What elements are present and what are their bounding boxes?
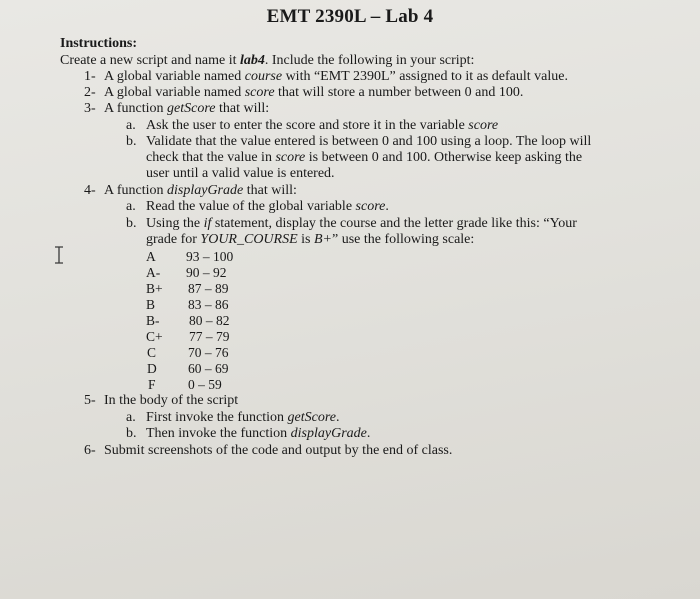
variable-name: score (468, 118, 499, 133)
item-number: 2- (84, 85, 96, 100)
subitem-text: grade for (146, 232, 201, 247)
item-4a (126, 199, 389, 215)
grade-letter: B- (146, 313, 160, 328)
function-name: displayGrade (290, 426, 367, 441)
item-4 (84, 183, 297, 199)
item-6 (84, 443, 452, 459)
subitem-text: Validate that the value entered is between 0 and 100 using a loop. The loop will (146, 134, 592, 149)
item-text: A function (104, 101, 167, 116)
item-text: A global variable named (104, 85, 245, 100)
subitem-text-end: ” use the following scale: (332, 232, 475, 247)
grade-range: 87 – 89 (188, 281, 229, 296)
grade-letter: C+ (146, 329, 163, 344)
item-5 (84, 393, 238, 409)
function-name: getScore (287, 410, 337, 425)
item-5a (126, 410, 340, 426)
placeholder-course: YOUR_COURSE (200, 232, 298, 247)
subitem-text: First invoke the function (146, 410, 288, 425)
grade-range: 83 – 86 (188, 297, 229, 312)
grade-letter: F (148, 377, 156, 392)
subitem-label: b. (126, 426, 137, 441)
variable-name: score (355, 199, 386, 214)
subitem-text-end: . (385, 199, 389, 214)
grade-letter: B+ (146, 281, 163, 296)
item-3b (126, 134, 591, 150)
item-3b-line2 (146, 150, 582, 166)
grade-range: 90 – 92 (186, 265, 227, 280)
instructions-heading: Instructions: (60, 36, 138, 51)
subitem-text: Ask the user to enter the score and store it in the variable (146, 118, 469, 133)
subitem-text-end: . (336, 410, 340, 425)
item-number: 1- (84, 69, 96, 84)
item-4b (126, 216, 577, 232)
item-number: 5- (84, 393, 96, 408)
item-number: 4- (84, 183, 96, 198)
grade-range: 0 – 59 (188, 377, 222, 392)
keyword: if (203, 216, 212, 231)
item-text-end: with “EMT 2390L” assigned to it as default value. (282, 69, 568, 84)
grade-range: 80 – 82 (189, 313, 230, 328)
subitem-label: a. (126, 410, 136, 425)
page-title: EMT 2390L – Lab 4 (266, 6, 434, 27)
subitem-text-end: statement, display the course and the letter grade like this: “Your (211, 216, 577, 231)
subitem-text: is (297, 232, 314, 247)
item-number: 3- (84, 101, 96, 116)
grade-letter: D (147, 361, 157, 376)
grade-range: 77 – 79 (189, 329, 230, 344)
grade-letter: A- (146, 265, 161, 280)
item-text: Submit screenshots of the code and output by the end of class. (104, 443, 453, 458)
subitem-text-end: is between 0 and 100. Otherwise keep asking the (305, 150, 583, 165)
subitem-label: b. (126, 216, 137, 231)
intro-text-end: . Include the following in your script: (264, 53, 475, 68)
item-1 (84, 69, 568, 85)
subitem-text: Using the (146, 216, 204, 231)
item-5b (126, 426, 370, 442)
function-name: getScore (167, 101, 216, 116)
item-4b-line2 (146, 232, 474, 248)
item-text-end: that will: (215, 101, 270, 116)
subitem-text: Then invoke the function (146, 426, 291, 441)
intro-line (60, 53, 474, 69)
item-text: A function (104, 183, 167, 198)
item-2 (84, 85, 523, 101)
subitem-label: a. (126, 118, 136, 133)
item-text-end: that will: (243, 183, 297, 198)
subitem-text: check that the value in (146, 150, 276, 165)
subitem-text-end: . (366, 426, 371, 441)
grade-range: 93 – 100 (186, 249, 234, 264)
item-3a (126, 118, 498, 134)
intro-text: Create a new script and name it (60, 53, 240, 68)
placeholder-grade: B+ (314, 232, 332, 247)
variable-name: course (244, 69, 283, 84)
variable-name: score (275, 150, 306, 165)
item-text: A global variable named (104, 69, 245, 84)
subitem-label: a. (126, 199, 136, 214)
grade-range: 70 – 76 (188, 345, 229, 360)
variable-name: score (244, 85, 275, 100)
function-name: displayGrade (167, 183, 244, 198)
subitem-label: b. (126, 134, 137, 149)
grade-letter: C (147, 345, 157, 360)
item-3 (84, 101, 269, 117)
grade-letter: B (146, 297, 156, 312)
item-3b-line3: user until a valid value is entered. (146, 166, 335, 181)
item-text-end: that will store a number between 0 and 100. (274, 85, 524, 100)
grade-range: 60 – 69 (188, 361, 229, 376)
text-cursor-icon (52, 246, 66, 264)
item-number: 6- (84, 443, 96, 458)
script-name: lab4 (239, 53, 265, 68)
item-text: In the body of the script (104, 393, 239, 408)
subitem-text: Read the value of the global variable (146, 199, 356, 214)
grade-letter: A (146, 249, 156, 264)
